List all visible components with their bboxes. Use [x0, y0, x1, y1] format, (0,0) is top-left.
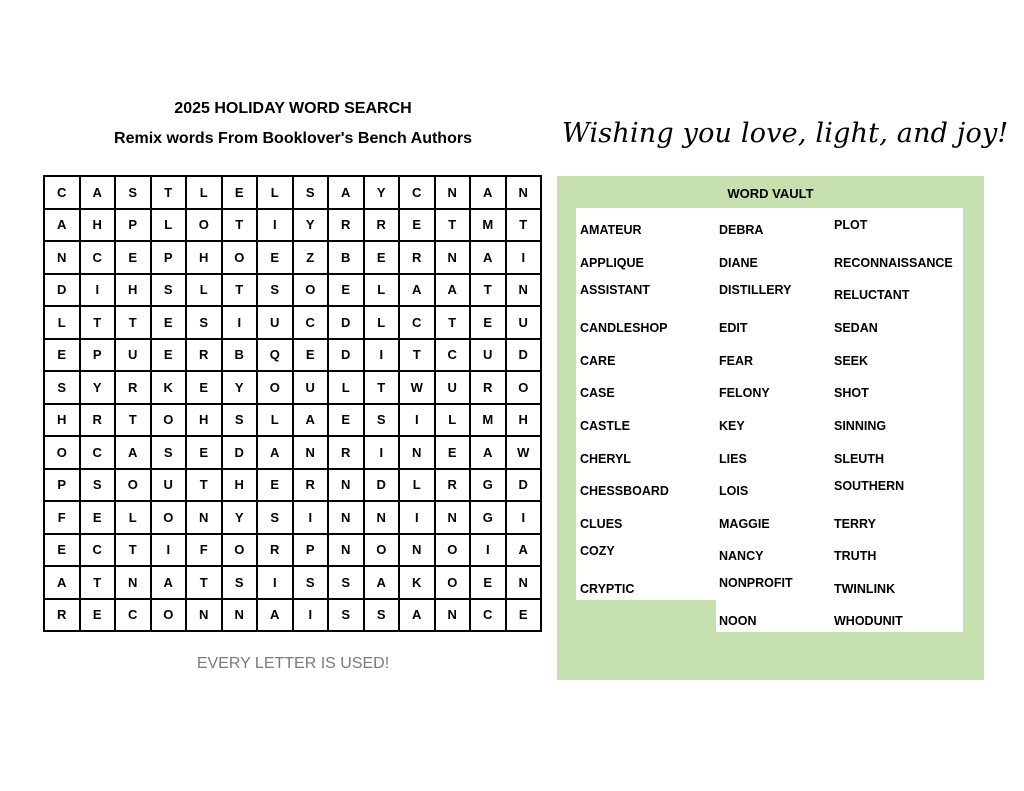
grid-cell: A: [365, 567, 401, 600]
grid-cell: W: [507, 437, 543, 470]
grid-cell: W: [400, 372, 436, 405]
grid-cell: R: [187, 340, 223, 373]
grid-cell: A: [471, 437, 507, 470]
grid-cell: S: [152, 437, 188, 470]
grid-cell: O: [258, 372, 294, 405]
vault-word: RECONNAISSANCE: [834, 256, 953, 270]
grid-cell: N: [187, 502, 223, 535]
grid-cell: D: [329, 340, 365, 373]
grid-cell: H: [507, 405, 543, 438]
grid-cell: N: [400, 535, 436, 568]
grid-cell: O: [294, 275, 330, 308]
grid-cell: P: [116, 210, 152, 243]
grid-cell: Y: [294, 210, 330, 243]
grid-cell: P: [45, 470, 81, 503]
grid-cell: I: [365, 340, 401, 373]
grid-cell: E: [507, 600, 543, 633]
grid-cell: S: [258, 502, 294, 535]
vault-word: APPLIQUE: [580, 256, 644, 270]
vault-word: KEY: [719, 419, 745, 433]
grid-cell: L: [152, 210, 188, 243]
grid-cell: N: [329, 502, 365, 535]
grid-cell: I: [81, 275, 117, 308]
vault-word: CARE: [580, 354, 616, 368]
grid-cell: D: [329, 307, 365, 340]
grid-cell: S: [294, 177, 330, 210]
grid-cell: A: [507, 535, 543, 568]
grid-cell: A: [471, 242, 507, 275]
grid-cell: H: [45, 405, 81, 438]
grid-cell: T: [116, 307, 152, 340]
grid-cell: D: [365, 470, 401, 503]
grid-cell: S: [294, 567, 330, 600]
grid-cell: N: [436, 177, 472, 210]
grid-cell: A: [436, 275, 472, 308]
vault-word: FELONY: [719, 386, 770, 400]
grid-cell: A: [471, 177, 507, 210]
puzzle-title: 2025 HOLIDAY WORD SEARCH: [174, 100, 412, 117]
vault-word: CASE: [580, 386, 615, 400]
vault-word: COZY: [580, 544, 615, 558]
vault-word: TRUTH: [834, 549, 877, 563]
grid-cell: S: [223, 567, 259, 600]
grid-cell: L: [400, 470, 436, 503]
grid-cell: E: [152, 340, 188, 373]
grid-cell: T: [436, 210, 472, 243]
grid-cell: U: [471, 340, 507, 373]
vault-word: RELUCTANT: [834, 288, 910, 302]
grid-cell: C: [471, 600, 507, 633]
grid-cell: R: [329, 210, 365, 243]
grid-cell: N: [436, 502, 472, 535]
grid-cell: A: [294, 405, 330, 438]
grid-cell: B: [329, 242, 365, 275]
grid-cell: S: [365, 600, 401, 633]
grid-cell: Y: [223, 502, 259, 535]
grid-cell: N: [329, 470, 365, 503]
vault-word: PLOT: [834, 218, 868, 232]
grid-cell: N: [116, 567, 152, 600]
grid-cell: C: [116, 600, 152, 633]
grid-cell: Y: [365, 177, 401, 210]
grid-cell: R: [116, 372, 152, 405]
grid-cell: C: [436, 340, 472, 373]
grid-cell: D: [223, 437, 259, 470]
grid-cell: F: [45, 502, 81, 535]
grid-cell: R: [365, 210, 401, 243]
grid-cell: A: [329, 177, 365, 210]
grid-cell: R: [258, 535, 294, 568]
grid-cell: T: [81, 307, 117, 340]
grid-cell: T: [116, 535, 152, 568]
grid-cell: C: [400, 177, 436, 210]
grid-cell: E: [116, 242, 152, 275]
grid-cell: H: [81, 210, 117, 243]
grid-cell: N: [436, 242, 472, 275]
grid-cell: T: [116, 405, 152, 438]
grid-cell: S: [329, 567, 365, 600]
grid-cell: H: [116, 275, 152, 308]
grid-cell: A: [258, 600, 294, 633]
grid-cell: E: [187, 372, 223, 405]
grid-cell: T: [187, 470, 223, 503]
grid-cell: E: [471, 567, 507, 600]
grid-cell: N: [294, 437, 330, 470]
grid-cell: L: [258, 177, 294, 210]
grid-cell: E: [223, 177, 259, 210]
grid-cell: S: [365, 405, 401, 438]
grid-cell: N: [400, 437, 436, 470]
grid-cell: O: [152, 600, 188, 633]
vault-word: DIANE: [719, 256, 758, 270]
grid-cell: I: [294, 600, 330, 633]
grid-cell: T: [223, 210, 259, 243]
tagline: Wishing you love, light, and joy!: [562, 118, 1009, 149]
grid-cell: I: [471, 535, 507, 568]
grid-cell: O: [223, 535, 259, 568]
vault-word: CHERYL: [580, 452, 631, 466]
grid-cell: P: [152, 242, 188, 275]
grid-cell: I: [258, 210, 294, 243]
vault-word: NOON: [719, 614, 757, 628]
grid-cell: Y: [81, 372, 117, 405]
grid-cell: L: [187, 177, 223, 210]
grid-cell: L: [365, 307, 401, 340]
vault-word: LIES: [719, 452, 747, 466]
grid-cell: E: [400, 210, 436, 243]
grid-cell: P: [294, 535, 330, 568]
grid-cell: A: [400, 600, 436, 633]
grid-cell: R: [436, 470, 472, 503]
grid-cell: I: [400, 502, 436, 535]
vault-word: FEAR: [719, 354, 754, 368]
grid-cell: D: [507, 470, 543, 503]
grid-cell: E: [187, 437, 223, 470]
vault-word: NONPROFIT: [719, 576, 793, 590]
grid-cell: N: [436, 600, 472, 633]
grid-cell: Z: [294, 242, 330, 275]
grid-cell: S: [329, 600, 365, 633]
grid-cell: A: [81, 177, 117, 210]
grid-cell: T: [365, 372, 401, 405]
grid-cell: Q: [258, 340, 294, 373]
grid-cell: A: [258, 437, 294, 470]
grid-cell: E: [45, 535, 81, 568]
grid-cell: L: [258, 405, 294, 438]
grid-cell: S: [258, 275, 294, 308]
grid-cell: F: [187, 535, 223, 568]
grid-cell: O: [436, 535, 472, 568]
grid-cell: O: [507, 372, 543, 405]
grid-cell: N: [329, 535, 365, 568]
vault-word: TWINLINK: [834, 582, 896, 596]
grid-cell: L: [365, 275, 401, 308]
grid-cell: N: [507, 567, 543, 600]
grid-cell: Y: [223, 372, 259, 405]
grid-cell: O: [187, 210, 223, 243]
grid-cell: P: [81, 340, 117, 373]
grid-cell: O: [436, 567, 472, 600]
grid-cell: R: [294, 470, 330, 503]
grid-cell: I: [294, 502, 330, 535]
grid-cell: T: [223, 275, 259, 308]
grid-cell: N: [507, 177, 543, 210]
grid-cell: E: [152, 307, 188, 340]
grid-cell: N: [507, 275, 543, 308]
grid-cell: I: [365, 437, 401, 470]
grid-cell: N: [187, 600, 223, 633]
grid-cell: E: [81, 600, 117, 633]
grid-cell: I: [400, 405, 436, 438]
word-search-grid: [43, 175, 542, 632]
vault-word: CRYPTIC: [580, 582, 635, 596]
grid-cell: L: [116, 502, 152, 535]
vault-word: TERRY: [834, 517, 876, 531]
grid-cell: O: [223, 242, 259, 275]
word-vault: [557, 176, 984, 680]
grid-cell: D: [45, 275, 81, 308]
grid-cell: E: [45, 340, 81, 373]
grid-cell: C: [400, 307, 436, 340]
vault-word: NANCY: [719, 549, 764, 563]
grid-cell: L: [436, 405, 472, 438]
vault-word: SEDAN: [834, 321, 878, 335]
grid-cell: O: [116, 470, 152, 503]
grid-cell: O: [365, 535, 401, 568]
vault-word: CHESSBOARD: [580, 484, 669, 498]
grid-cell: M: [471, 210, 507, 243]
grid-cell: R: [329, 437, 365, 470]
grid-cell: A: [400, 275, 436, 308]
vault-word: WHODUNIT: [834, 614, 903, 628]
grid-cell: I: [258, 567, 294, 600]
grid-cell: S: [81, 470, 117, 503]
grid-cell: S: [45, 372, 81, 405]
grid-cell: E: [81, 502, 117, 535]
vault-word: CANDLESHOP: [580, 321, 668, 335]
grid-cell: U: [507, 307, 543, 340]
grid-cell: U: [116, 340, 152, 373]
vault-word: SLEUTH: [834, 452, 884, 466]
grid-cell: C: [81, 437, 117, 470]
vault-word: SOUTHERN: [834, 479, 905, 493]
footer-note: EVERY LETTER IS USED!: [196, 655, 390, 672]
grid-cell: C: [81, 535, 117, 568]
grid-cell: S: [223, 405, 259, 438]
grid-cell: A: [45, 210, 81, 243]
grid-cell: N: [45, 242, 81, 275]
grid-cell: B: [223, 340, 259, 373]
grid-cell: E: [329, 275, 365, 308]
grid-cell: R: [471, 372, 507, 405]
grid-cell: T: [436, 307, 472, 340]
vault-word: SHOT: [834, 386, 869, 400]
grid-cell: O: [152, 502, 188, 535]
grid-cell: U: [436, 372, 472, 405]
grid-cell: U: [294, 372, 330, 405]
vault-word: SEEK: [834, 354, 869, 368]
puzzle-subtitle: Remix words From Booklover's Bench Authors: [114, 130, 472, 147]
grid-cell: L: [329, 372, 365, 405]
grid-cell: C: [45, 177, 81, 210]
vault-word: DEBRA: [719, 223, 764, 237]
grid-cell: E: [365, 242, 401, 275]
grid-cell: C: [294, 307, 330, 340]
vault-word: LOIS: [719, 484, 749, 498]
grid-cell: N: [365, 502, 401, 535]
grid-cell: G: [471, 502, 507, 535]
grid-cell: E: [329, 405, 365, 438]
grid-cell: O: [152, 405, 188, 438]
vault-word: EDIT: [719, 321, 748, 335]
grid-cell: I: [223, 307, 259, 340]
grid-cell: A: [45, 567, 81, 600]
grid-cell: E: [294, 340, 330, 373]
grid-cell: E: [258, 242, 294, 275]
grid-cell: S: [187, 307, 223, 340]
grid-cell: E: [258, 470, 294, 503]
grid-cell: T: [187, 567, 223, 600]
grid-cell: A: [116, 437, 152, 470]
grid-cell: R: [400, 242, 436, 275]
grid-cell: M: [471, 405, 507, 438]
grid-cell: I: [507, 502, 543, 535]
grid-cell: A: [152, 567, 188, 600]
grid-cell: N: [223, 600, 259, 633]
grid-cell: I: [152, 535, 188, 568]
vault-word: MAGGIE: [719, 517, 770, 531]
grid-cell: K: [400, 567, 436, 600]
grid-cell: E: [436, 437, 472, 470]
grid-cell: R: [81, 405, 117, 438]
grid-cell: U: [258, 307, 294, 340]
grid-cell: U: [152, 470, 188, 503]
grid-cell: I: [507, 242, 543, 275]
grid-cell: E: [471, 307, 507, 340]
vault-word: SINNING: [834, 419, 887, 433]
grid-cell: L: [45, 307, 81, 340]
grid-cell: C: [81, 242, 117, 275]
grid-cell: T: [152, 177, 188, 210]
grid-cell: S: [152, 275, 188, 308]
grid-cell: S: [116, 177, 152, 210]
grid-cell: K: [152, 372, 188, 405]
grid-cell: H: [223, 470, 259, 503]
grid-cell: O: [45, 437, 81, 470]
grid-cell: R: [45, 600, 81, 633]
grid-cell: G: [471, 470, 507, 503]
grid-cell: T: [507, 210, 543, 243]
grid-cell: T: [81, 567, 117, 600]
vault-word: DISTILLERY: [719, 283, 792, 297]
vault-word: CLUES: [580, 517, 623, 531]
vault-word: AMATEUR: [580, 223, 642, 237]
vault-word: CASTLE: [580, 419, 630, 433]
grid-cell: L: [187, 275, 223, 308]
word-vault-heading: WORD VAULT: [727, 186, 814, 201]
grid-cell: T: [471, 275, 507, 308]
grid-cell: D: [507, 340, 543, 373]
grid-cell: H: [187, 405, 223, 438]
grid-cell: H: [187, 242, 223, 275]
grid-cell: T: [400, 340, 436, 373]
vault-word: ASSISTANT: [580, 283, 650, 297]
